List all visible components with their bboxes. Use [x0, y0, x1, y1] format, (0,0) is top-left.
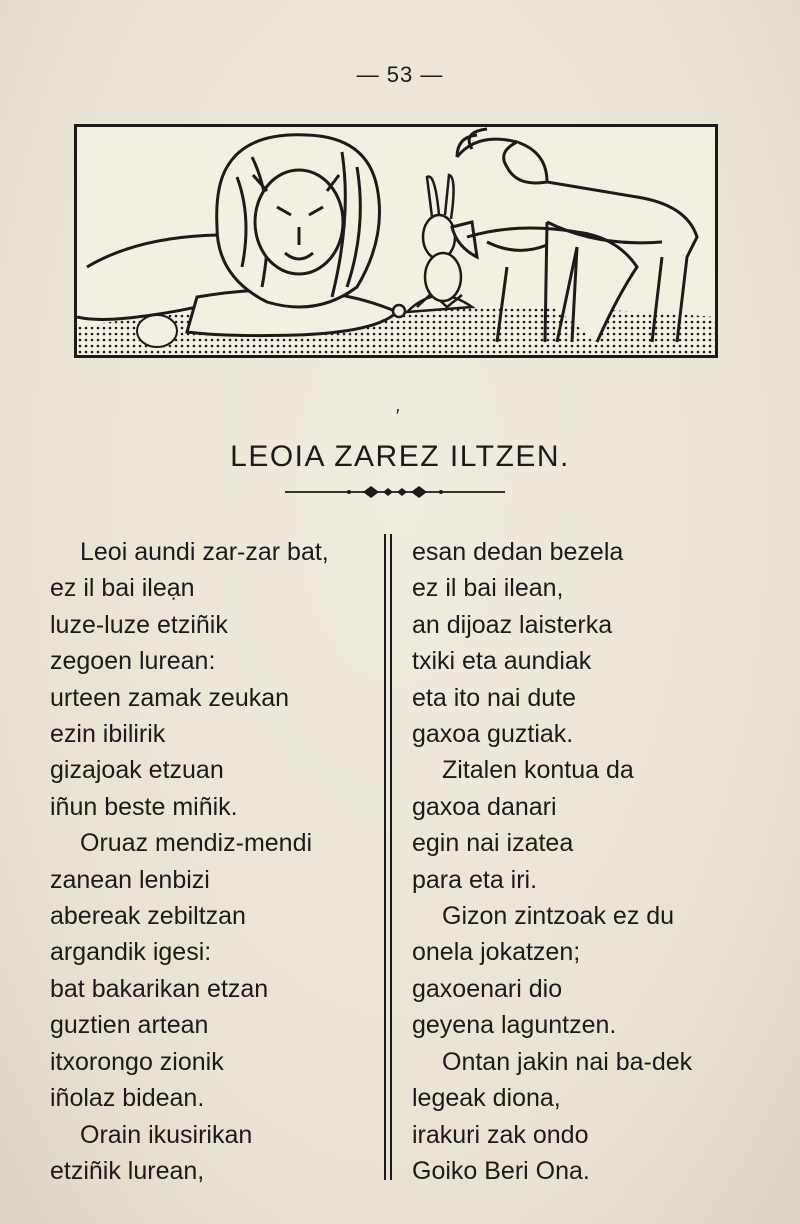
verse-line: irakuri zak ondo: [412, 1120, 589, 1149]
verse-line: guztien artean: [50, 1011, 209, 1040]
verse-line: legeak diona,: [412, 1084, 561, 1113]
verse-line: eta ito nai dute: [412, 683, 577, 712]
column-divider: [384, 534, 392, 1180]
verse-line: luze-luze etziñik: [50, 610, 228, 639]
verse-line: argandik igesi:: [50, 938, 212, 967]
verse-line: Goiko Beri Ona.: [412, 1156, 590, 1185]
verse-line: urteen zamak zeukan: [50, 683, 290, 712]
verse-line: Orain ikusirikan: [80, 1120, 253, 1149]
lion-animals-illustration: [74, 124, 718, 358]
verse-line: Leoi aundi zar-zar bat,: [80, 538, 329, 566]
verse-line: Oruaz mendiz-mendi: [80, 829, 313, 858]
verse-line: zanean lenbizi: [50, 865, 210, 894]
verse-line: gizajoak etzuan: [50, 756, 224, 785]
verse-line: gaxoa danari: [412, 792, 557, 821]
verse-line: ezin ibilirik: [50, 720, 166, 749]
verse-line: etziñik lurean,: [50, 1156, 205, 1185]
lion-figure: [77, 135, 397, 336]
verse-line: ez il bai ileạn: [50, 574, 195, 603]
verse-line: ez il bai ilean,: [412, 574, 564, 603]
verse-line: gaxoenari dio: [412, 974, 563, 1003]
title-accent-mark: ′: [396, 406, 400, 426]
verse-line: abereak zebiltzan: [50, 902, 246, 931]
verse-line: geyena laguntzen.: [412, 1011, 617, 1040]
title-ornament-divider: [285, 480, 505, 504]
verse-line: Zitalen kontua da: [442, 756, 634, 785]
verse-line: an dijoaz laisterka: [412, 610, 613, 639]
poem-left-column: [50, 534, 380, 1189]
verse-line: bat bakarikan etzan: [50, 974, 269, 1003]
verse-line: esan dedan bezela: [412, 538, 624, 566]
verse-line: itxorongo zionik: [50, 1047, 224, 1076]
verse-line: zegoen lurean:: [50, 647, 216, 676]
verse-line: iñolaz bidean.: [50, 1084, 205, 1113]
page-number: — 53 —: [356, 62, 444, 87]
verse-line: onela jokatzen;: [412, 938, 581, 967]
verse-line: txiki eta aundiak: [412, 647, 592, 676]
poem-body: [50, 534, 750, 1184]
verse-line: egin nai izatea: [412, 829, 574, 858]
verse-line: gaxoa guztiak.: [412, 720, 574, 749]
verse-line: iñun beste miñik.: [50, 792, 238, 821]
poem-title: LEOIA ZAREZ ILTZEN.: [230, 440, 570, 474]
verse-line: Gizon zintzoak ez du: [442, 902, 675, 931]
verse-line: para eta iri.: [412, 865, 538, 894]
poem-right-column: [412, 534, 742, 1189]
verse-line: Ontan jakin nai ba-dek: [442, 1047, 693, 1076]
